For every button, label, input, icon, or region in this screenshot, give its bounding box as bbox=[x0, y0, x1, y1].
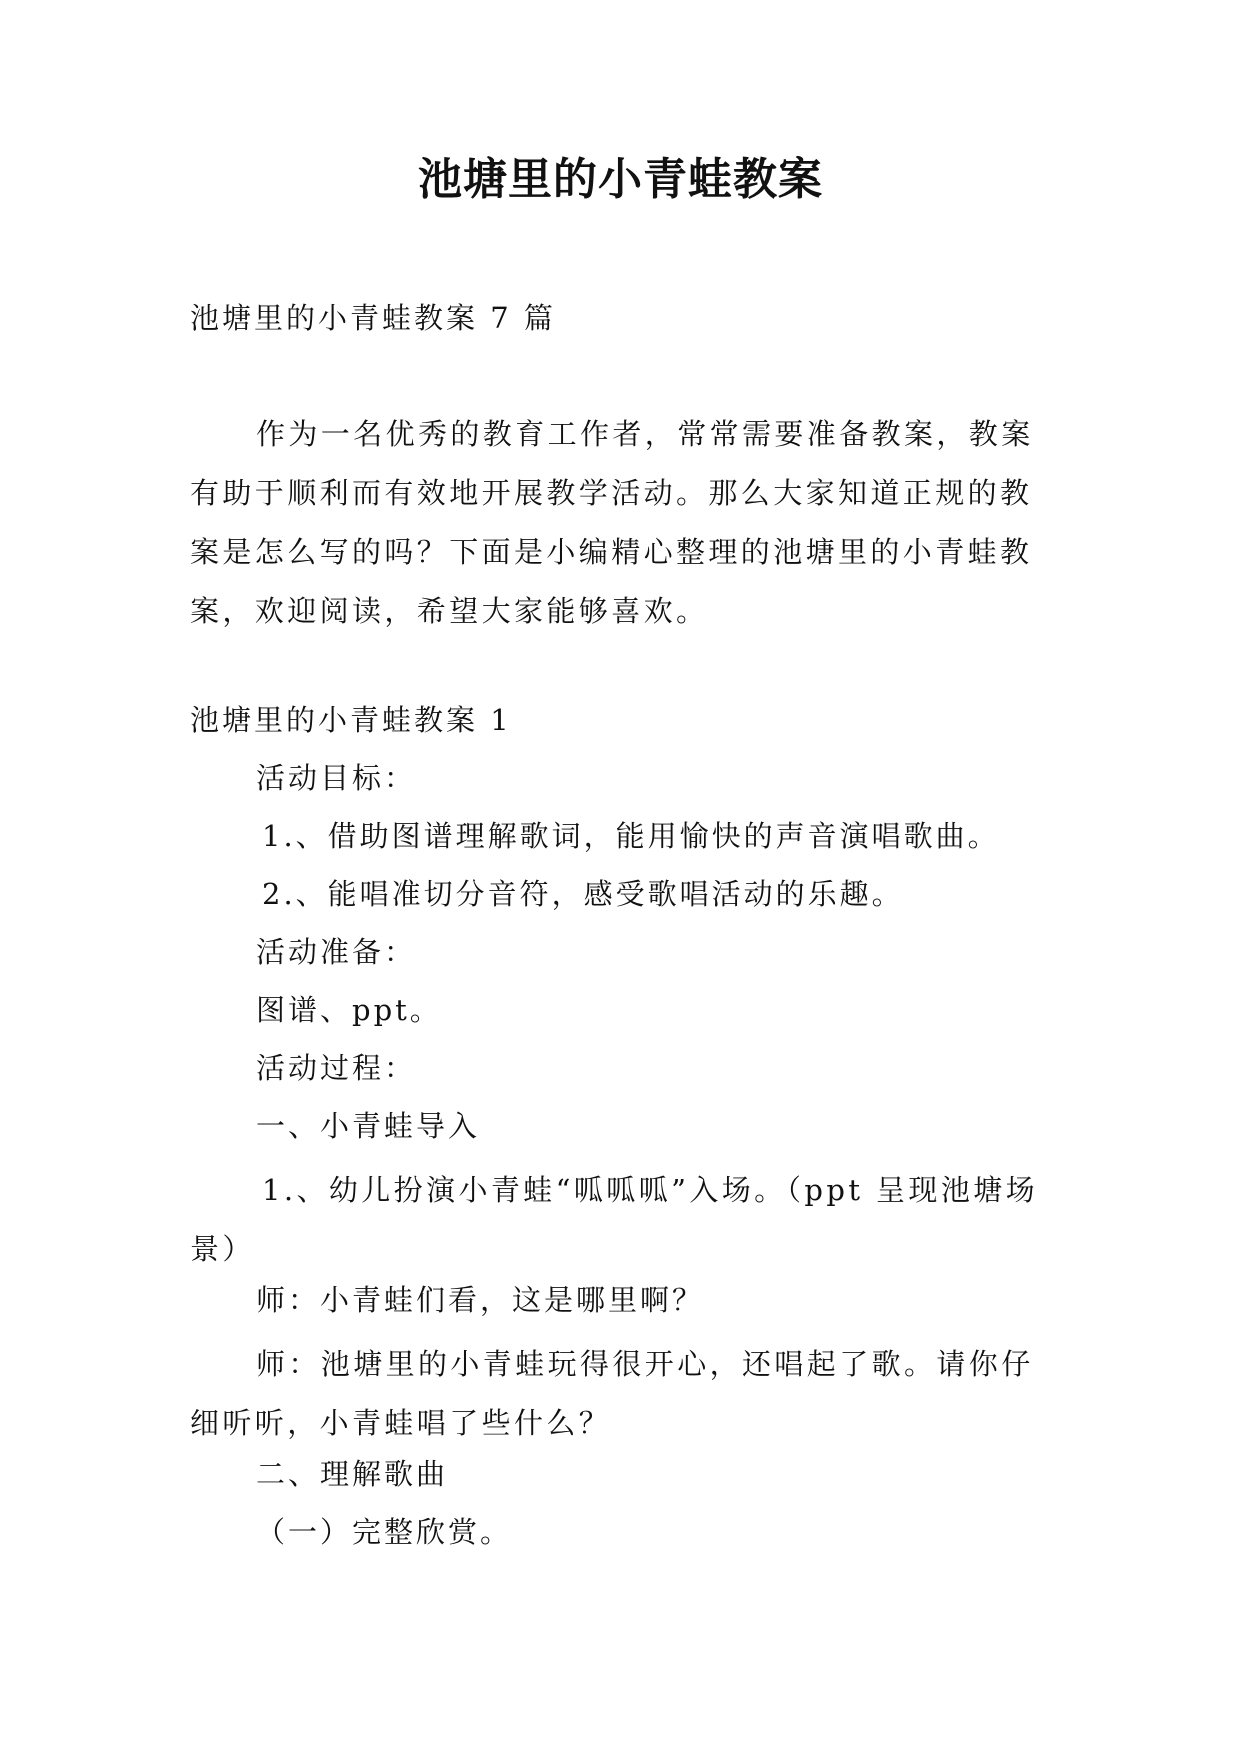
teacher-line: 师：池塘里的小青蛙玩得很开心，还唱起了歌。请你仔细听听，小青蛙唱了些什么？ bbox=[190, 1347, 1034, 1440]
preparation-label: 活动准备： bbox=[256, 935, 417, 969]
document-subtitle: 池塘里的小青蛙教案 7 篇 bbox=[190, 301, 556, 335]
step-heading: 二、理解歌曲 bbox=[256, 1457, 449, 1491]
intro-paragraph: 作为一名优秀的教育工作者，常常需要准备教案，教案有助于顺利而有效地开展教学活动。那么大家知道正规的教案是怎么写的吗？下面是小编精心整理的池塘里的小青蛙教案，欢迎阅读，希望大家能够喜欢。 bbox=[190, 417, 1034, 628]
teacher-line: 师：小青蛙们看，这是哪里啊？ bbox=[256, 1283, 705, 1317]
section-heading: 池塘里的小青蛙教案 1 bbox=[190, 703, 512, 737]
goal-item: 2.、能唱准切分音符，感受歌唱活动的乐趣。 bbox=[262, 877, 904, 911]
goal-label: 活动目标： bbox=[256, 761, 417, 795]
preparation-items: 图谱、ppt。 bbox=[256, 993, 442, 1027]
step-heading: 一、小青蛙导入 bbox=[256, 1109, 481, 1143]
document-title: 池塘里的小青蛙教案 bbox=[418, 154, 823, 205]
goal-item: 1.、借助图谱理解歌词，能用愉快的声音演唱歌曲。 bbox=[262, 819, 1000, 853]
step-item: 1.、幼儿扮演小青蛙“呱呱呱”入场。（ppt 呈现池塘场景） bbox=[190, 1173, 1039, 1266]
process-label: 活动过程： bbox=[256, 1051, 417, 1085]
step-subheading: （一）完整欣赏。 bbox=[256, 1515, 513, 1549]
